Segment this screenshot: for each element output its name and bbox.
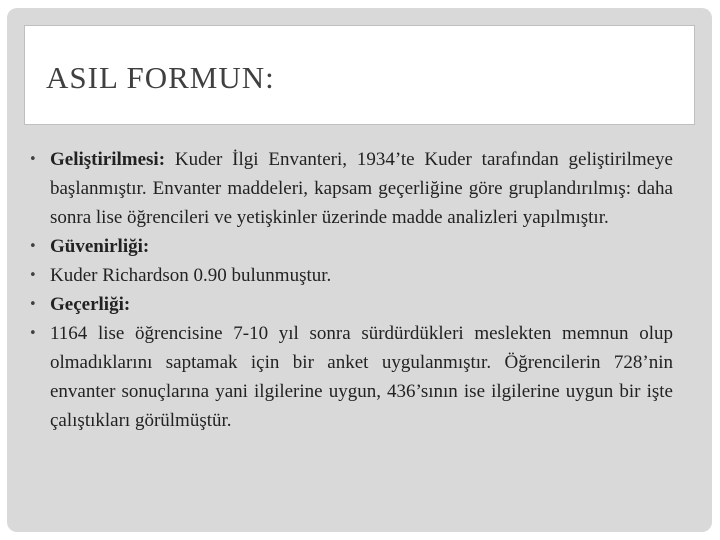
- bullet-item-reliability-value: [29, 261, 673, 290]
- bullet-icon: •: [29, 152, 37, 167]
- bullet-icon: •: [29, 297, 37, 312]
- bullet-icon: •: [29, 239, 37, 254]
- bullet-text: 1164 lise öğrencisine 7-10 yıl sonra sürdürdükleri meslekten memnun olup olmadıklarını saptamak için bir anket uygulanmıştır. Öğrencilerin 728’nin envanter sonuçlarına yani ilgilerine uygun, 436’sının ise ilgilerine uygun bir işte çalıştıkları görülmüştür.: [50, 323, 673, 431]
- bullet-item-validity-study: [29, 319, 673, 435]
- slide-title: ASIL FORMUN:: [46, 60, 275, 95]
- bullet-text: Kuder Richardson 0.90 bulunmuştur.: [50, 265, 332, 286]
- title-box: [24, 25, 695, 125]
- bullet-item-development: [29, 145, 673, 232]
- bullet-label: Geçerliği:: [50, 294, 131, 315]
- bullet-icon: •: [29, 268, 37, 283]
- bullet-label: Geliştirilmesi:: [50, 149, 166, 170]
- bullet-list: [29, 145, 673, 435]
- bullet-item-validity: [29, 290, 673, 319]
- slide: [7, 8, 712, 532]
- bullet-text: Kuder İlgi Envanteri, 1934’te Kuder tarafından geliştirilmeye başlanmıştır. Envanter maddeleri, kapsam geçerliğine göre gruplandırılmış: daha sonra lise öğrencileri ve yetişkinler üzerinde madde analizleri yapılmıştır.: [50, 149, 673, 228]
- bullet-item-reliability: [29, 232, 673, 261]
- bullet-label: Güvenirliği:: [50, 236, 150, 257]
- bullet-icon: •: [29, 326, 37, 341]
